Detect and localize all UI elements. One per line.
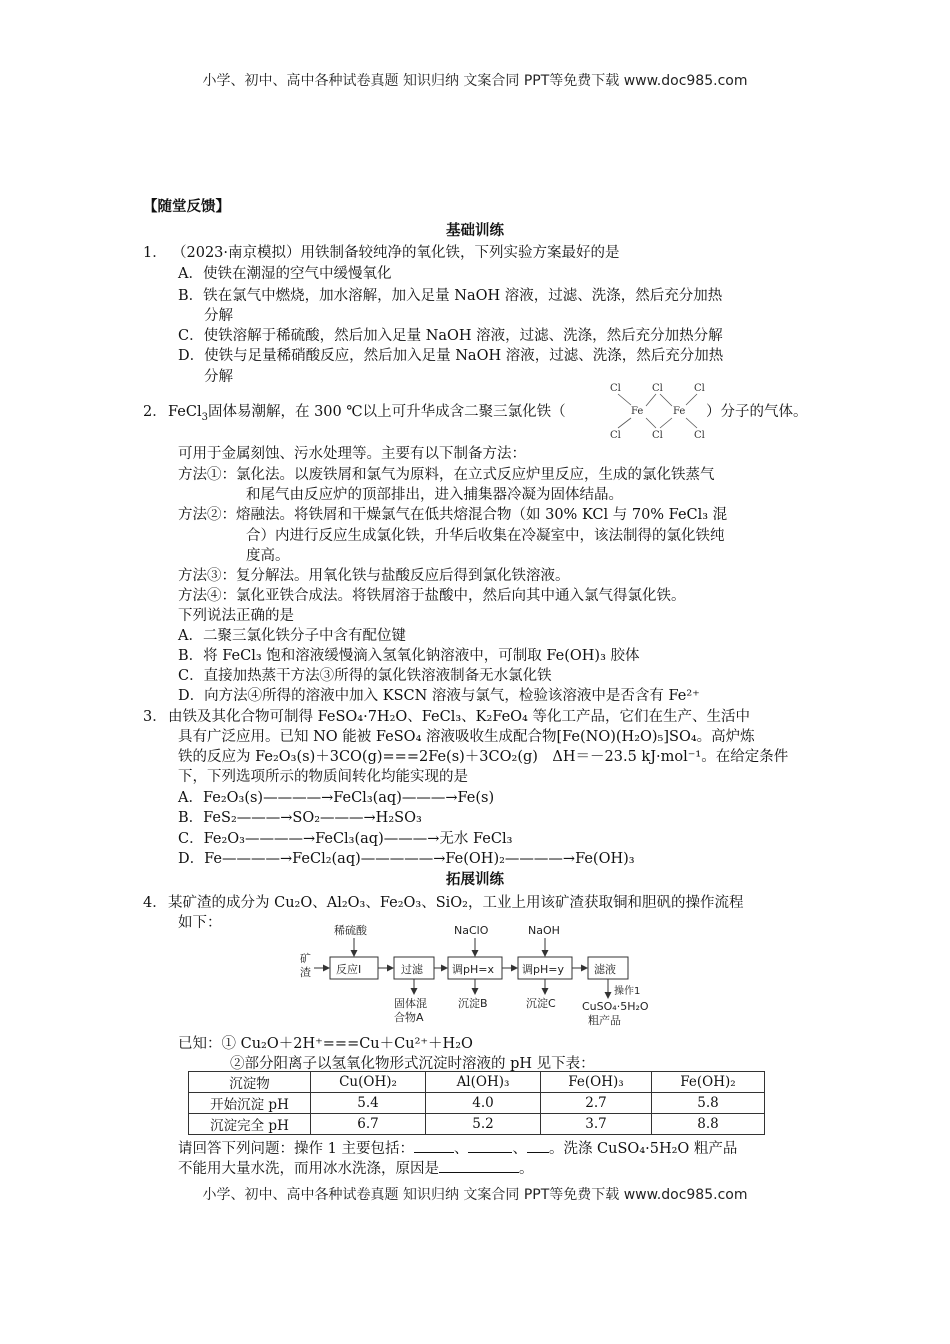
q2-stem: FeCl$_3$固体易潮解，在 300 ℃以上可升华成含二聚三氯化铁（: [168, 404, 566, 423]
flow-source-2: 渣: [300, 966, 311, 979]
flow-box-4-label: 调pH=y: [522, 963, 564, 976]
flow-output-4: 沉淀C: [526, 997, 556, 1010]
cl-label: Cl: [694, 430, 705, 441]
q3-line-3: 铁的反应为 Fe₂O₃(s)＋3CO(g)===2Fe(s)＋3CO₂(g) ΔH＝－23.5 kJ·mol⁻¹。在给定条件: [178, 749, 789, 765]
q3-line-1: 由铁及其化合物可制得 FeSO₄·7H₂O、FeCl₃、K₂FeO₄ 等化工产品，它们在生产、生活中: [168, 709, 750, 725]
precipitation-ph-table: [188, 1071, 765, 1135]
q4-known-1: 已知：① Cu₂O＋2H⁺===Cu＋Cu²⁺＋H₂O: [178, 1036, 473, 1052]
cl-label: Cl: [610, 383, 621, 394]
q3-line-4: 下，下列选项所示的物质间转化均能实现的是: [178, 769, 468, 785]
q3-option-b: B．FeS₂———→SO₂———→H₂SO₃: [178, 810, 422, 826]
answer-blank-1[interactable]: [414, 1138, 454, 1153]
blank-separator: 、: [512, 1141, 527, 1157]
q1-stem: （2023·南京模拟）用铁制备较纯净的氧化铁，下列实验方案最好的是: [172, 245, 620, 261]
flow-box-3-label: 调pH=x: [452, 963, 494, 976]
flow-box-2-label: 过滤: [401, 963, 423, 976]
cl-label: Cl: [652, 383, 663, 394]
q2-method-2: 方法②：熔融法。将铁屑和干燥氯气在低共熔混合物（如 30% KCl 与 70% FeCl₃ 混: [178, 507, 728, 523]
q1-option-d: D．使铁与足量稀硝酸反应，然后加入足量 NaOH 溶液，过滤、洗涤，然后充分加热: [178, 348, 724, 364]
flow-box-5-label: 滤液: [594, 963, 616, 976]
table-header-cell: 沉淀物: [189, 1072, 311, 1093]
answer-blank-4[interactable]: [439, 1158, 519, 1173]
table-cell: 5.4: [311, 1093, 426, 1114]
subtitle-extension: 拓展训练: [446, 871, 504, 888]
q1-option-c: C．使铁溶解于稀硫酸，然后加入足量 NaOH 溶液，过滤、洗涤，然后充分加热分解: [178, 328, 723, 344]
flow-input-1: 稀硫酸: [334, 924, 367, 937]
table-header-cell: Fe(OH)₃: [541, 1072, 652, 1093]
flow-product-1: CuSO₄·5H₂O: [582, 1000, 649, 1013]
page-header: 小学、初中、高中各种试卷真题 知识归纳 文案合同 PPT等免费下载 www.doc985.com: [202, 73, 748, 89]
flow-box-1-label: 反应Ⅰ: [336, 963, 362, 976]
dimer-structure-diagram: [600, 380, 720, 442]
table-cell: 5.8: [652, 1093, 765, 1114]
table-row: [189, 1093, 765, 1114]
table-cell: 8.8: [652, 1114, 765, 1135]
flow-output-2b: 合物A: [394, 1011, 424, 1024]
flow-operation: 操作1: [614, 986, 641, 997]
q4-number: 4．: [143, 895, 167, 911]
q2-ask: 下列说法正确的是: [178, 608, 294, 624]
q4-ask-2: [178, 1158, 534, 1179]
q4-ask-1: [178, 1138, 737, 1159]
flow-product-2: 粗产品: [588, 1014, 621, 1027]
subtitle-basic: 基础训练: [446, 222, 504, 239]
q2-stem-mid: 固体易潮解，在 300 ℃以上可升华成含二聚三氯化铁（: [207, 404, 566, 420]
table-row: [189, 1114, 765, 1135]
q1-option-a: A．使铁在潮湿的空气中缓慢氧化: [178, 266, 392, 282]
q2-option-b: B．将 FeCl₃ 饱和溶液缓慢滴入氢氧化钠溶液中，可制取 Fe(OH)₃ 胶体: [178, 648, 640, 664]
q1-option-b: B．铁在氯气中燃烧，加水溶解，加入足量 NaOH 溶液，过滤、洗涤，然后充分加热: [178, 288, 723, 304]
q3-number: 3．: [143, 709, 167, 725]
table-cell: 6.7: [311, 1114, 426, 1135]
cl-label: Cl: [610, 430, 621, 441]
flow-source-1: 矿: [300, 952, 311, 965]
q3-line-2: 具有广泛应用。已知 NO 能被 FeSO₄ 溶液吸收生成配合物[Fe(NO)(H₂O)₅]SO₄。高炉炼: [178, 729, 755, 745]
q2-method-4: 方法④：氯化亚铁合成法。将铁屑溶于盐酸中，然后向其中通入氯气得氯化铁。: [178, 588, 686, 604]
table-header-cell: Fe(OH)₂: [652, 1072, 765, 1093]
cl-label: Cl: [652, 430, 663, 441]
table-header-row: [189, 1072, 765, 1093]
process-flow-diagram: [296, 922, 676, 1032]
q2-method-1: 方法①：氯化法。以废铁屑和氯气为原料，在立式反应炉里反应，生成的氯化铁蒸气: [178, 467, 715, 483]
flow-input-3: NaClO: [454, 924, 489, 937]
q4-known-2: ②部分阳离子以氢氧化物形式沉淀时溶液的 pH 见下表：: [230, 1056, 595, 1072]
table-cell: 2.7: [541, 1093, 652, 1114]
q3-option-d: D．Fe————→FeCl₂(aq)—————→Fe(OH)₂————→Fe(OH)₃: [178, 851, 635, 867]
table-cell: 沉淀完全 pH: [189, 1114, 311, 1135]
blank-separator: 、: [453, 1141, 469, 1157]
table-header-cell: Cu(OH)₂: [311, 1072, 426, 1093]
q4-ask-1-tail: 。洗涤 CuSO₄·5H₂O 粗产品: [548, 1141, 738, 1157]
table-cell: 3.7: [541, 1114, 652, 1135]
section-title: 【随堂反馈】: [143, 198, 230, 215]
q2-stem-post: ）分子的气体。: [706, 404, 808, 420]
q2-method-3: 方法③：复分解法。用氧化铁与盐酸反应后得到氯化铁溶液。: [178, 568, 570, 584]
q4-ask-2-tail: 。: [519, 1161, 534, 1177]
q2-option-a: A．二聚三氯化铁分子中含有配位键: [178, 628, 406, 644]
q2-option-d: D．向方法④所得的溶液中加入 KSCN 溶液与氯气，检验该溶液中是否含有 Fe²⁺: [178, 688, 700, 704]
table-cell: 4.0: [426, 1093, 541, 1114]
q1-option-d-cont: 分解: [204, 369, 233, 385]
answer-blank-2[interactable]: [468, 1138, 512, 1153]
q4-line-1: 某矿渣的成分为 Cu₂O、Al₂O₃、Fe₂O₃、SiO₂，工业上用该矿渣获取铜和胆矾的操作流程: [168, 895, 744, 911]
table-cell: 5.2: [426, 1114, 541, 1135]
flow-input-4: NaOH: [528, 924, 560, 937]
q1-number: 1．: [143, 245, 167, 261]
q2-method-2-cont2: 度高。: [246, 548, 290, 564]
fe-label: Fe: [673, 406, 686, 417]
q3-option-c: C．Fe₂O₃————→FeCl₃(aq)———→无水 FeCl₃: [178, 831, 513, 847]
q4-ask-2-text: 不能用大量水洗，而用冰水洗涤，原因是: [178, 1161, 439, 1177]
answer-blank-3[interactable]: [527, 1138, 549, 1153]
flow-output-2a: 固体混: [394, 997, 427, 1010]
q1-option-b-cont: 分解: [204, 308, 233, 324]
fe-label: Fe: [631, 406, 644, 417]
q2-method-1-cont: 和尾气由反应炉的顶部排出，进入捕集器冷凝为固体结晶。: [246, 487, 623, 503]
q2-number: 2．: [143, 404, 167, 420]
cl-label: Cl: [694, 383, 705, 394]
q2-option-c: C．直接加热蒸干方法③所得的氯化铁溶液制备无水氯化铁: [178, 668, 552, 684]
q2-method-2-cont: 合）内进行反应生成氯化铁，升华后收集在冷凝室中，该法制得的氯化铁纯: [246, 528, 725, 544]
flow-output-3: 沉淀B: [458, 997, 488, 1010]
table-cell: 开始沉淀 pH: [189, 1093, 311, 1114]
q4-line-2: 如下：: [178, 915, 222, 931]
q3-option-a: A．Fe₂O₃(s)————→FeCl₃(aq)———→Fe(s): [178, 790, 495, 806]
q4-ask-1-text: 请回答下列问题：操作 1 主要包括：: [178, 1141, 414, 1157]
page-footer: 小学、初中、高中各种试卷真题 知识归纳 文案合同 PPT等免费下载 www.doc985.com: [202, 1187, 748, 1203]
q2-stem-pre: FeCl: [168, 404, 202, 420]
table-header-cell: Al(OH)₃: [426, 1072, 541, 1093]
q2-intro: 可用于金属刻蚀、污水处理等。主要有以下制备方法：: [178, 446, 526, 462]
